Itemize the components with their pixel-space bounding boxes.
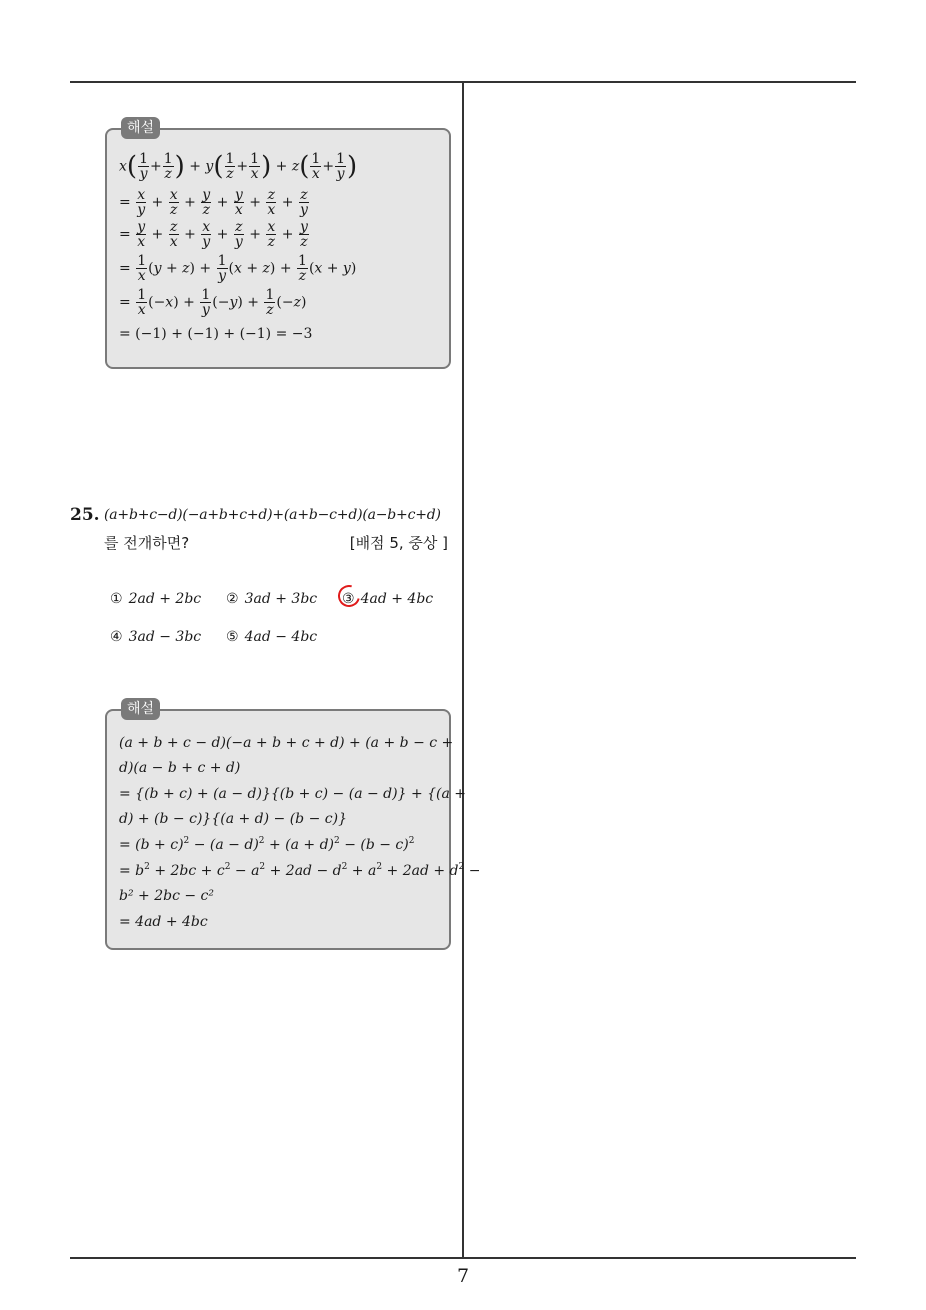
solution-line-8: = 4ad + 4bc — [119, 914, 208, 930]
choice-2[interactable]: ② 3ad + 3bc — [226, 591, 318, 607]
column-divider — [462, 82, 464, 1258]
solution-step-3: = $\frac{y}{x}$ + $\frac{z}{x}$ + $\frac{x}{y}$ + $\frac{z}{y}$ + $\frac{x}{z}$ + $\frac{y}{z}$ — [119, 219, 308, 250]
solution-box — [105, 701, 481, 950]
choice-4[interactable]: ④ 3ad − 3bc — [110, 629, 202, 645]
solution-line-2: d)(a − b + c + d) — [119, 760, 241, 776]
solution-step-4: = $\frac{1}{x}$ (y + z) + $\frac{1}{y}$ (x + z) + $\frac{1}{z}$ (x + y) — [119, 253, 357, 284]
choice-3[interactable]: ③ 4ad + 4bc — [342, 591, 434, 607]
solution-box-prev — [105, 120, 451, 369]
solution-line-7: b² + 2bc − c² — [119, 888, 214, 904]
choice-1[interactable]: ① 2ad + 2bc — [110, 591, 202, 607]
question-text: 를 전개하면? — [104, 534, 190, 552]
solution-tag: 해설 — [121, 117, 160, 139]
bottom-rule — [70, 1257, 856, 1259]
question-points: [배점 5, 중상 ] — [349, 534, 448, 552]
solution-step-6: = (−1) + (−1) + (−1) = −3 — [119, 326, 313, 342]
solution-step-5: = $\frac{1}{x}$ (−x) + $\frac{1}{y}$ (−y) + $\frac{1}{z}$ (−z) — [119, 287, 307, 318]
solution-line-5: = $(b + c)^2 - (a - d)^2 + (a + d)^2 - (b - c)^2$ — [119, 836, 415, 853]
question-expression: (a+b+c−d)(−a+b+c+d)+(a+b−c+d)(a−b+c+d) — [104, 507, 441, 523]
solution-line-4: d) + (b − c)}{(a + d) − (b − c)} — [119, 811, 347, 827]
solution-line-3: = {(b + c) + (a − d)}{(b + c) − (a − d)} + {(a + — [119, 786, 467, 802]
solution-line-1: (a + b + c − d)(−a + b + c + d) + (a + b − c + — [119, 735, 454, 751]
solution-tag: 해설 — [121, 698, 160, 720]
solution-line-6: = $b^2 + 2bc + c^2 - a^2 + 2ad - d^2 + a^2 + 2ad + d^2$ − — [119, 862, 481, 879]
solution-step-1: x( $\frac{1}{y}$ + $\frac{1}{z}$ ) + y( $\frac{1}{z}$ + $\frac{1}{x}$ ) + z( $\frac{1}{x}$ + $\frac{1}{y}$ ) — [119, 151, 358, 182]
choice-5[interactable]: ⑤ 4ad − 4bc — [226, 629, 318, 645]
solution-step-2: = $\frac{x}{y}$ + $\frac{x}{z}$ + $\frac{y}{z}$ + $\frac{y}{x}$ + $\frac{z}{x}$ + $\frac{z}{y}$ — [119, 187, 308, 218]
page-number: 7 — [456, 1265, 470, 1287]
question-number: 25. — [70, 505, 100, 525]
